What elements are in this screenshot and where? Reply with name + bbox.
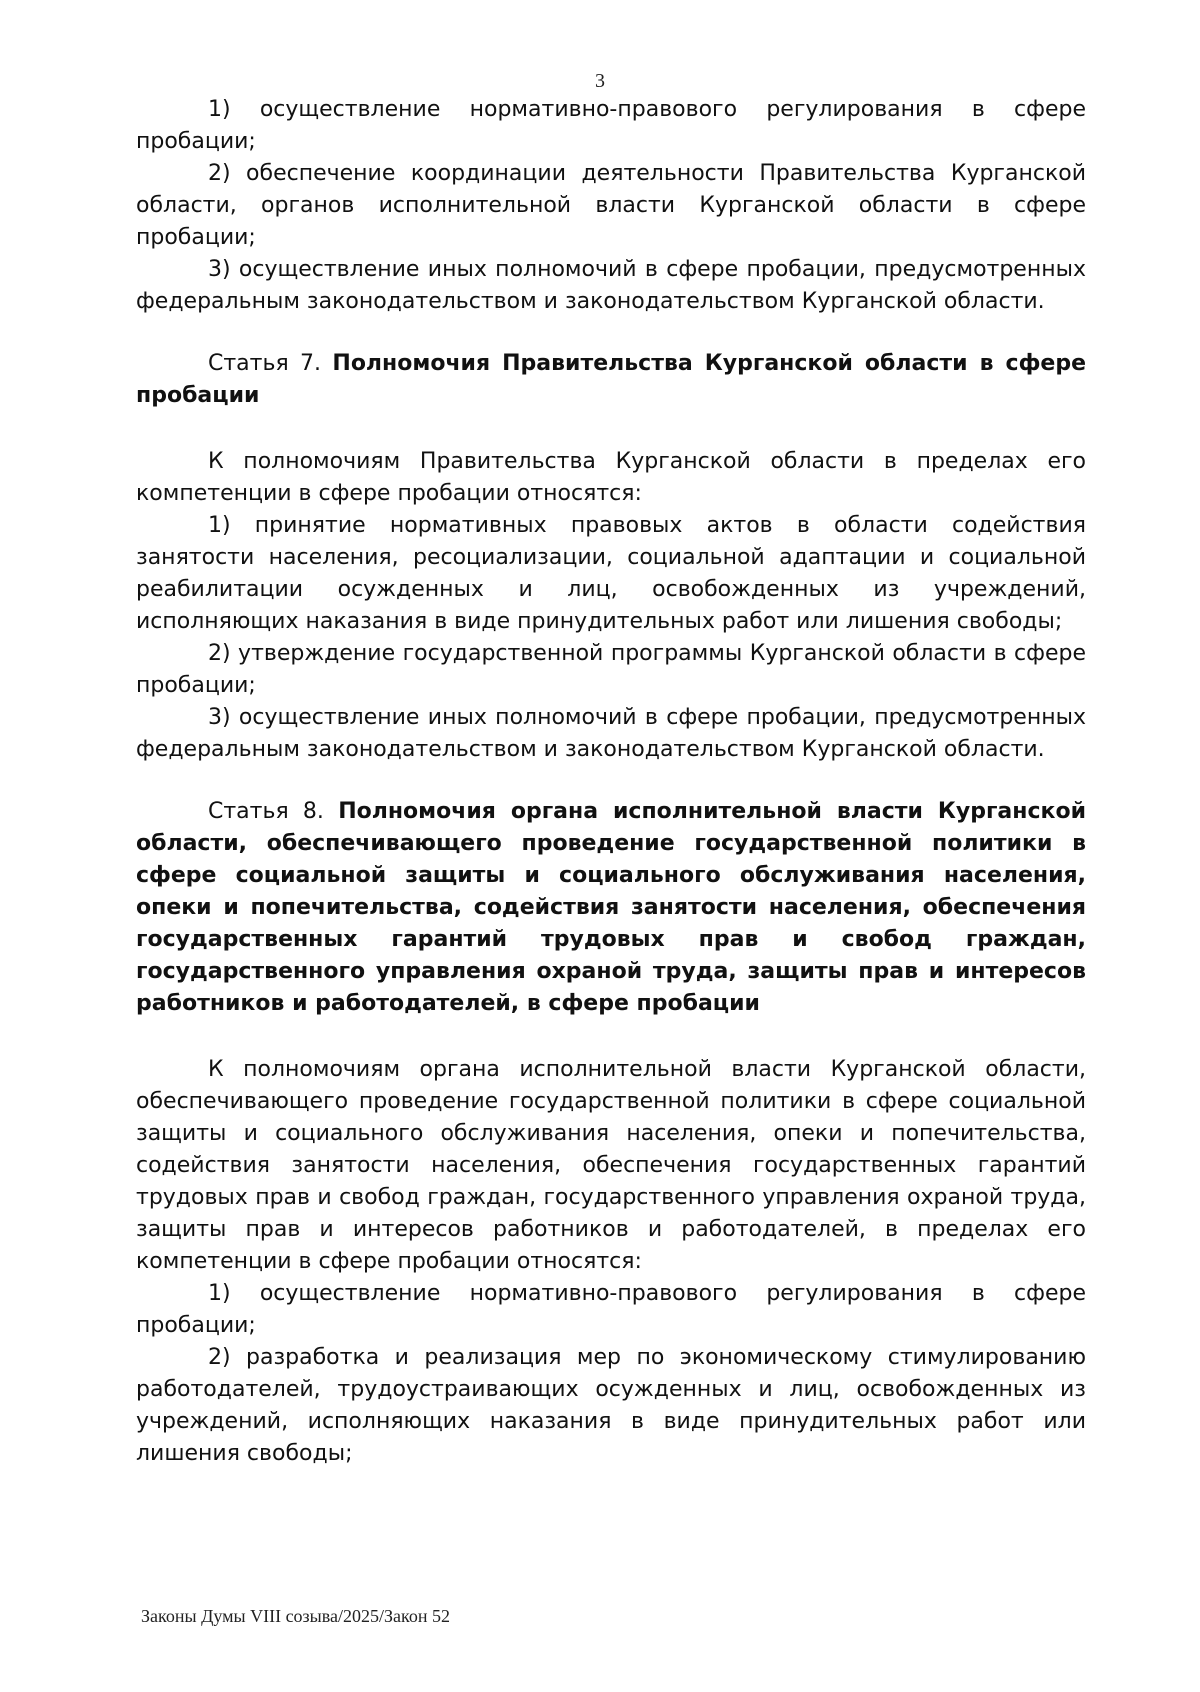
list-item: 3) осуществление иных полномочий в сфере пробации, предусмотренных федеральным законодательством и законодательством Курганской области. — [136, 705, 1086, 762]
list-item: 2) обеспечение координации деятельности Правительства Курганской области, органов исполнительной власти Курганской области в сфере пробации; — [136, 161, 1086, 250]
article-label: Статья 8. — [208, 799, 324, 824]
article-7-heading — [136, 348, 1086, 412]
page-number: 3 — [595, 70, 605, 92]
list-item: 1) осуществление нормативно-правового регулирования в сфере пробации; — [136, 97, 1086, 154]
list-item: 1) осуществление нормативно-правового регулирования в сфере пробации; — [136, 1281, 1086, 1338]
article-title: Полномочия органа исполнительной власти Курганской области, обеспечивающего проведение государственной политики в сфере социальной защиты и социального обслуживания населения, опеки и попечительства, содействия занятости населения, обеспечения государственных гарантий трудовых прав и свобод граждан, государственного управления охраной труда, защиты прав и интересов работников и работодателей, в сфере пробации — [136, 799, 1086, 1016]
document-body — [136, 94, 1086, 1470]
footer-reference: Законы Думы VIII созыва/2025/Закон 52 — [141, 1606, 450, 1626]
article-label: Статья 7. — [208, 351, 322, 376]
article-8-intro: К полномочиям органа исполнительной власти Курганской области, обеспечивающего проведение государственной политики в сфере социальной защиты и социального обслуживания населения, опеки и попечительства, содействия занятости населения, обеспечения государственных гарантий трудовых прав и свобод граждан, государственного управления охраной труда, защиты прав и интересов работников и работодателей, в пределах его компетенции в сфере пробации относятся: — [136, 1057, 1086, 1274]
article-title: Полномочия Правительства Курганской области в сфере пробации — [136, 351, 1086, 408]
article-8-heading — [136, 796, 1086, 1020]
list-item: 1) принятие нормативных правовых актов в области содействия занятости населения, ресоциализации, социальной адаптации и социальной реабилитации осужденных и лиц, освобожденных из учреждений, исполняющих наказания в виде принудительных работ или лишения свободы; — [136, 513, 1086, 634]
list-item: 2) разработка и реализация мер по экономическому стимулированию работодателей, трудоустраивающих осужденных и лиц, освобожденных из учреждений, исполняющих наказания в виде принудительных работ или лишения свободы; — [136, 1345, 1086, 1466]
list-item: 2) утверждение государственной программы Курганской области в сфере пробации; — [136, 641, 1086, 698]
list-item: 3) осуществление иных полномочий в сфере пробации, предусмотренных федеральным законодательством и законодательством Курганской области. — [136, 257, 1086, 314]
article-7-intro: К полномочиям Правительства Курганской области в пределах его компетенции в сфере пробации относятся: — [136, 449, 1086, 506]
